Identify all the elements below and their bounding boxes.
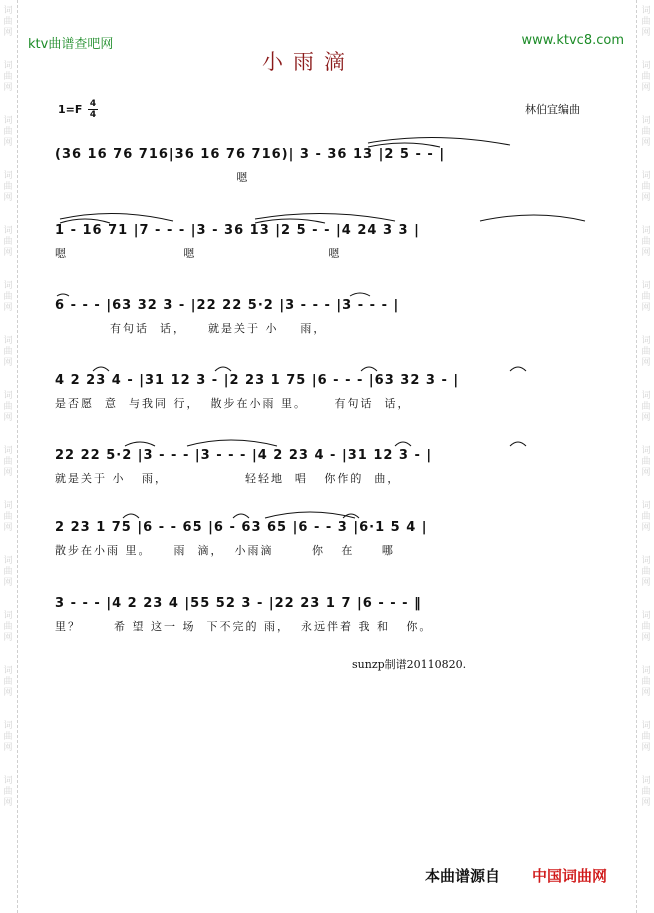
watermark-text-right: 词 曲 网 词 曲 网 词 曲 网 词 曲 网 词 曲 网 词 曲 网 词 曲 网 词 曲 网 词 曲 网 词 曲 网 词 曲 网 词 曲 网 词 曲 网 词 曲 网 词 曲 网 xyxy=(641,6,651,808)
score-line-2 xyxy=(55,209,600,269)
watermark-text-left: 词 曲 网 词 曲 网 词 曲 网 词 曲 网 词 曲 网 词 曲 网 词 曲 网 词 曲 网 词 曲 网 词 曲 网 词 曲 网 词 曲 网 词 曲 网 词 曲 网 词 曲 网 xyxy=(3,6,13,808)
lyric-line-7: 里？ 希 望 这一 场 下不完的 雨， 永远伴着 我 和 你。 xyxy=(55,620,433,633)
notation-line-3: 6 - - - |63 32 3 - |22 22 5·2 |3 - - - |3 - - - | xyxy=(55,298,400,313)
lyric-line-2: 嗯 嗯 嗯 xyxy=(55,247,342,260)
transcriber-credit: sunzp制谱20110820. xyxy=(352,658,467,671)
margin-line-left xyxy=(17,0,18,913)
lyric-line-5: 就是关于 小 雨， 轻轻地 唱 你作的 曲， xyxy=(55,472,401,485)
key-signature: 1=F xyxy=(58,103,83,116)
composer-credit: 林伯宜编曲 xyxy=(525,103,580,116)
header-url-link[interactable]: www.ktvc8.com xyxy=(521,33,624,48)
score-line-7 xyxy=(55,582,600,642)
notation-line-6: 2 23 1 75 |6 - - 65 |6 - 63 65 |6 - - 3 |6·1 5 4 | xyxy=(55,520,428,535)
score-line-5 xyxy=(55,434,600,494)
notation-line-5: 22 22 5·2 |3 - - - |3 - - - |4 2 23 4 - |31 12 3 - | xyxy=(55,448,433,463)
lyric-line-6: 散步在小雨 里。 雨 滴， 小雨滴 你 在 哪 xyxy=(55,544,395,557)
notation-line-4: 4 2 23 4 - |31 12 3 - |2 23 1 75 |6 - - - |63 32 3 - | xyxy=(55,373,460,388)
margin-line-right xyxy=(636,0,637,913)
time-signature xyxy=(88,99,98,120)
notation-line-7: 3 - - - |4 2 23 4 |55 52 3 - |22 23 1 7 |6 - - - ‖ xyxy=(55,596,422,611)
watermark-strip-right xyxy=(638,0,654,913)
source-label: 本曲谱源自 xyxy=(425,867,501,885)
source-site-link[interactable]: 中国词曲网 xyxy=(532,867,608,885)
score-line-6 xyxy=(55,506,600,566)
watermark-strip-left xyxy=(0,0,16,913)
score-line-1 xyxy=(55,133,600,193)
score-line-4 xyxy=(55,359,600,419)
score-line-3 xyxy=(55,284,600,344)
lyric-line-4: 是否愿 意 与我同 行， 散步在小雨 里。 有句话 话， xyxy=(55,397,411,410)
header-site-link[interactable]: ktv曲谱查吧网 xyxy=(28,37,114,52)
song-title: 小雨滴 xyxy=(262,50,355,74)
notation-line-1: (36 16 76 716|36 16 76 716)| 3 - 36 13 |2 5 - - | xyxy=(55,147,446,162)
meter-top: 4 xyxy=(89,99,97,109)
notation-line-2: 1 - 16 71 |7 - - - |3 - 36 13 |2 5 - - |4 24 3 3 | xyxy=(55,223,420,238)
lyric-line-3: 有句话 话， 就是关于 小 雨， xyxy=(55,322,327,335)
lyric-line-1: 嗯 xyxy=(55,171,250,184)
meter-bottom: 4 xyxy=(89,110,97,120)
